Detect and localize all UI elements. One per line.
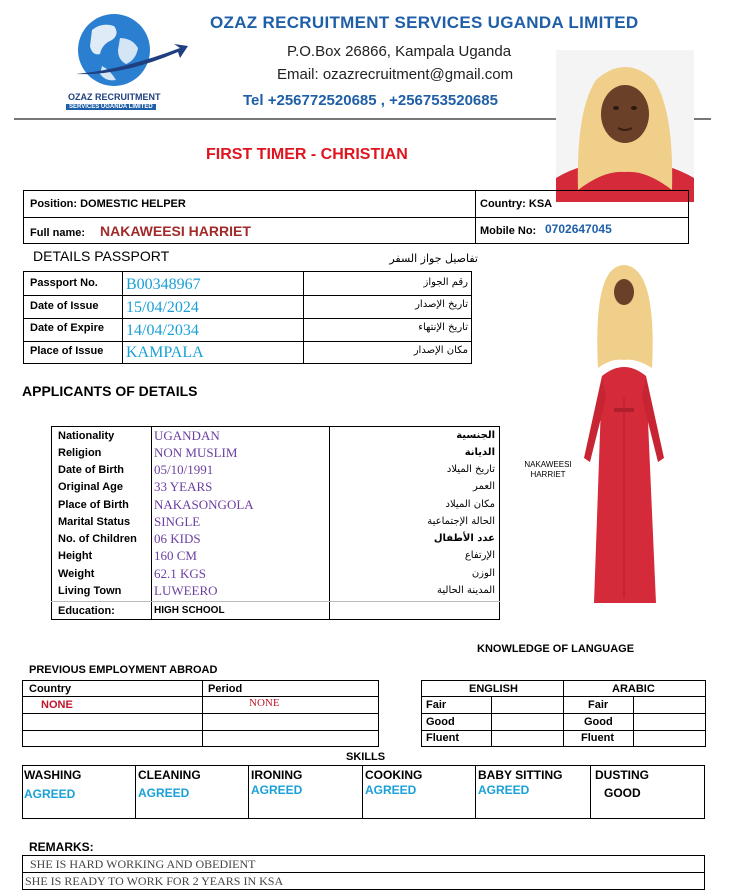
town-ar: المدينة الحالية	[437, 585, 495, 596]
dob-value: 05/10/1991	[154, 462, 214, 477]
age-ar: العمر	[473, 481, 495, 492]
english-good: Good	[426, 716, 455, 728]
employment-line	[22, 680, 379, 681]
height-value: 160 CM	[154, 548, 197, 563]
remarks-line	[22, 855, 705, 856]
skill-dusting-value: GOOD	[604, 786, 641, 800]
info-line	[688, 190, 689, 243]
applicant-line	[51, 601, 500, 602]
skills-line	[135, 765, 136, 818]
height-ar: الإرتفاع	[464, 550, 495, 561]
passport-heading-ar: تفاصيل جواز السفر	[389, 252, 478, 265]
skill-dusting: DUSTING	[595, 768, 649, 782]
passport-line	[23, 271, 472, 272]
issue-place-label: Place of Issue	[30, 345, 104, 357]
full-body-photo	[576, 258, 672, 608]
education-value: HIGH SCHOOL	[154, 605, 225, 616]
language-line	[563, 680, 564, 746]
remarks-line	[22, 872, 705, 873]
skills-line	[704, 765, 705, 818]
employment-heading: PREVIOUS EMPLOYMENT ABROAD	[29, 664, 218, 676]
applicant-line	[499, 426, 500, 619]
skills-line	[22, 765, 705, 766]
applicant-heading: APPLICANTS OF DETAILS	[22, 383, 198, 399]
telephone[interactable]: Tel +256772520685 , +256753520685	[243, 92, 498, 109]
logo-text-line2: SERVICES UGANDA LIMITED	[66, 104, 156, 110]
skills-line	[22, 818, 705, 819]
town-label: Living Town	[58, 585, 122, 597]
photo-caption	[520, 460, 576, 480]
info-line	[23, 243, 689, 244]
passport-no-value: B00348967	[126, 276, 201, 293]
weight-ar: الوزن	[471, 568, 495, 579]
birthplace-label: Place of Birth	[58, 499, 129, 511]
skill-cooking-value: AGREED	[365, 783, 417, 797]
dob-label: Date of Birth	[58, 464, 124, 476]
skills-line	[362, 765, 363, 818]
passport-no-label: Passport No.	[30, 277, 98, 289]
fullname-value: NAKAWEESI HARRIET	[100, 223, 251, 239]
weight-label: Weight	[58, 568, 95, 580]
skills-line	[248, 765, 249, 818]
headshot-photo	[556, 50, 694, 202]
education-label: Education:	[58, 605, 115, 617]
po-box: P.O.Box 26866, Kampala Uganda	[287, 43, 512, 60]
employment-line	[22, 746, 379, 747]
dob-ar: تاريخ الميلاد	[446, 464, 495, 475]
language-line	[421, 746, 706, 747]
nationality-ar: الجنسية	[456, 430, 495, 441]
passport-line	[23, 341, 472, 342]
applicant-line	[51, 426, 52, 619]
language-line	[421, 680, 422, 746]
language-line	[633, 696, 634, 746]
employment-line	[22, 713, 379, 714]
remark-line-2: SHE IS READY TO WORK FOR 2 YEARS IN KSA	[25, 874, 284, 888]
passport-line	[122, 271, 123, 363]
arabic-fair: Fair	[588, 699, 609, 711]
language-line	[705, 680, 706, 746]
issue-date-ar: تاريخ الإصدار	[415, 299, 468, 310]
issue-place-ar: مكان الإصدار	[413, 345, 468, 356]
marital-ar: الحالة الإجتماعية	[427, 516, 495, 527]
issue-date-value: 15/04/2024	[126, 299, 199, 316]
issue-date-label: Date of Issue	[30, 300, 99, 312]
arabic-header: ARABIC	[612, 683, 655, 695]
arabic-fluent: Fluent	[581, 732, 614, 744]
marital-value: SINGLE	[154, 514, 201, 529]
page-title: FIRST TIMER - CHRISTIAN	[206, 146, 408, 163]
birthplace-value: NAKASONGOLA	[154, 497, 254, 512]
info-line	[23, 190, 689, 191]
applicant-line	[151, 426, 152, 619]
applicant-line	[51, 619, 500, 620]
weight-value: 62.1 KGS	[154, 566, 207, 581]
birthplace-ar: مكان الميلاد	[445, 499, 495, 510]
children-value: 06 KIDS	[154, 531, 201, 546]
skills-line	[590, 765, 591, 818]
employment-period-header: Period	[208, 683, 243, 695]
fullname-label: Full name:	[30, 227, 86, 239]
english-fair: Fair	[426, 699, 447, 711]
skills-line	[22, 765, 23, 818]
employment-country-value: NONE	[41, 699, 73, 711]
expire-date-ar: تاريخ الإنتهاء	[418, 322, 468, 333]
employment-country-header: Country	[29, 683, 72, 695]
passport-heading: DETAILS PASSPORT	[33, 248, 170, 264]
photo-caption-line1: NAKAWEESI	[524, 460, 572, 469]
employment-line	[378, 680, 379, 746]
employment-line	[22, 730, 379, 731]
info-line	[475, 190, 476, 243]
position-field: Position: DOMESTIC HELPER	[30, 198, 186, 210]
height-label: Height	[58, 550, 93, 562]
passport-line	[303, 271, 304, 363]
info-line	[23, 217, 689, 218]
town-value: LUWEERO	[154, 583, 218, 598]
passport-line	[23, 318, 472, 319]
country-field: Country: KSA	[480, 198, 553, 210]
passport-no-ar: رقم الجواز	[423, 277, 468, 288]
age-value: 33 YEARS	[154, 479, 213, 494]
passport-line	[471, 271, 472, 363]
nationality-value: UGANDAN	[154, 428, 220, 443]
expire-date-label: Date of Expire	[30, 322, 104, 334]
nationality-label: Nationality	[58, 430, 115, 442]
remarks-line	[22, 889, 705, 890]
photo-caption-line2: HARRIET	[530, 470, 566, 479]
skill-baby-sitting: BABY SITTING	[478, 768, 563, 782]
english-header: ENGLISH	[469, 683, 518, 695]
children-ar: عدد الأطفال	[433, 533, 495, 544]
mobile-label: Mobile No:	[480, 225, 537, 237]
age-label: Original Age	[58, 481, 123, 493]
applicant-line	[329, 426, 330, 619]
religion-value: NON MUSLIM	[154, 445, 238, 460]
english-fluent: Fluent	[426, 732, 459, 744]
passport-line	[23, 295, 472, 296]
arabic-good: Good	[584, 716, 613, 728]
passport-line	[23, 363, 472, 364]
skill-washing-value: AGREED	[24, 787, 76, 801]
passport-line	[23, 271, 24, 363]
language-heading: KNOWLEDGE OF LANGUAGE	[477, 643, 635, 655]
religion-label: Religion	[58, 447, 102, 459]
skills-heading: SKILLS	[346, 751, 386, 763]
remarks-heading: REMARKS:	[29, 840, 94, 854]
company-name: OZAZ RECRUITMENT SERVICES UGANDA LIMITED	[210, 13, 639, 32]
remark-line-1: SHE IS HARD WORKING AND OBEDIENT	[30, 857, 256, 871]
skill-ironing-value: AGREED	[251, 783, 303, 797]
skill-cleaning-value: AGREED	[138, 786, 190, 800]
employment-line	[202, 680, 203, 746]
skill-ironing: IRONING	[251, 768, 303, 782]
remarks-line	[704, 855, 705, 889]
language-line	[491, 696, 492, 746]
info-line	[23, 190, 24, 243]
religion-ar: الديانة	[464, 447, 495, 458]
skills-line	[475, 765, 476, 818]
expire-date-value: 14/04/2034	[126, 322, 199, 339]
skill-cleaning: CLEANING	[138, 768, 201, 782]
skill-cooking: COOKING	[365, 768, 423, 782]
skill-washing: WASHING	[24, 768, 82, 782]
children-label: No. of Children	[58, 533, 137, 545]
logo-text-line1: OZAZ RECRUITMENT	[68, 92, 161, 102]
employment-line	[22, 696, 379, 697]
applicant-line	[51, 426, 500, 427]
issue-place-value: KAMPALA	[126, 344, 204, 361]
skill-baby-sitting-value: AGREED	[478, 783, 530, 797]
email[interactable]: Email: ozazrecruitment@gmail.com	[277, 66, 514, 83]
remarks-line	[22, 855, 23, 889]
employment-line	[22, 680, 23, 746]
mobile-value: 0702647045	[545, 222, 612, 236]
marital-label: Marital Status	[58, 516, 131, 528]
employment-period-value: NONE	[249, 697, 280, 709]
